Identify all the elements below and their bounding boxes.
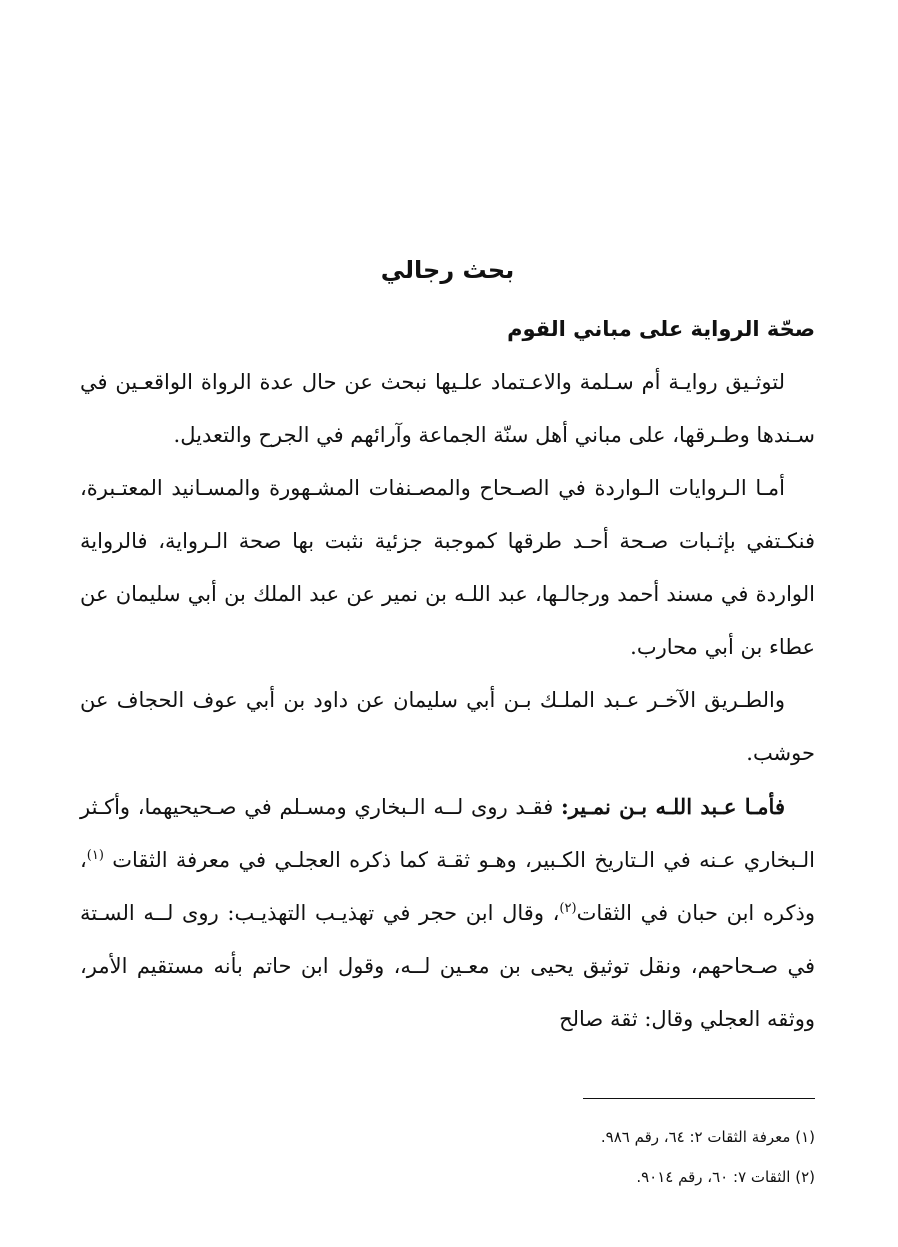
footnote-1: (١) معرفة الثقات ٢: ٦٤، رقم ٩٨٦.: [600, 1128, 815, 1146]
page-body: [80, 250, 815, 1046]
footnote-ref-2[interactable]: (٢): [559, 901, 577, 916]
section-subtitle: صحّة الرواية على مباني القوم: [507, 317, 815, 341]
footnote-ref-1[interactable]: (١): [86, 848, 104, 863]
footnote-2: (٢) الثقات ٧: ٦٠، رقم ٩٠١٤.: [636, 1168, 815, 1186]
paragraph-text-part-1: فقـد روى لــه الـبخاري ومسـلم في صـحيحيهما، وأكـثر الـبخاري عـنه في الـتاريخ الكـبير، وهـو ثقـة كما ذكره العجلـي في معرفة الثقات: [80, 795, 815, 872]
paragraph-ibn-numayr: [80, 780, 815, 1046]
footnotes: [215, 1124, 815, 1204]
paragraph-narrations: أمـا الـروايات الـواردة في الصـحاح والمصـنفات المشـهورة والمسـانيد المعتـبرة، فنكـتفي بإثـبات صـحة أحـد طرقها كموجبة جزئية نثبت بها صحة الـرواية، فالرواية الواردة في مسند أحمد ورجالـها، عبد اللـه بن نمير عن عبد الملك بن أبي سليمان عن عطاء بن أبي محارب.: [80, 476, 815, 659]
paragraph-text-part-2: ، وذكره ابن حبان في الثقات: [80, 848, 815, 925]
page-title: بحث رجالي: [380, 256, 515, 284]
paragraph-lead: فأمـا عـبد اللـه بـن نمـير:: [560, 794, 785, 819]
footnote-divider: [583, 1098, 815, 1099]
paragraph-intro: لتوثـيق روايـة أم سـلمة والاعـتماد علـيها نبحث عن حال عدة الرواة الواقعـين في سـندها وطـرقها، على مباني أهل سنّة الجماعة وآرائهم في الجرح والتعديل.: [80, 370, 815, 447]
paragraph-second-route: والطـريق الآخـر عـبد الملـك بـن أبي سليمان عن داود بن أبي عوف الحجاف عن حوشب.: [80, 688, 815, 765]
paragraph-text-part-3: ، وقال ابن حجر في تهذيـب التهذيـب: روى لــه السـتة في صـحاحهم، ونقل توثيق يحيى بن معـين لــه، وقول ابن حاتم بأنه مستقيم الأمر، ووثقه العجلي وقال: ثقة صالح: [80, 901, 815, 1031]
